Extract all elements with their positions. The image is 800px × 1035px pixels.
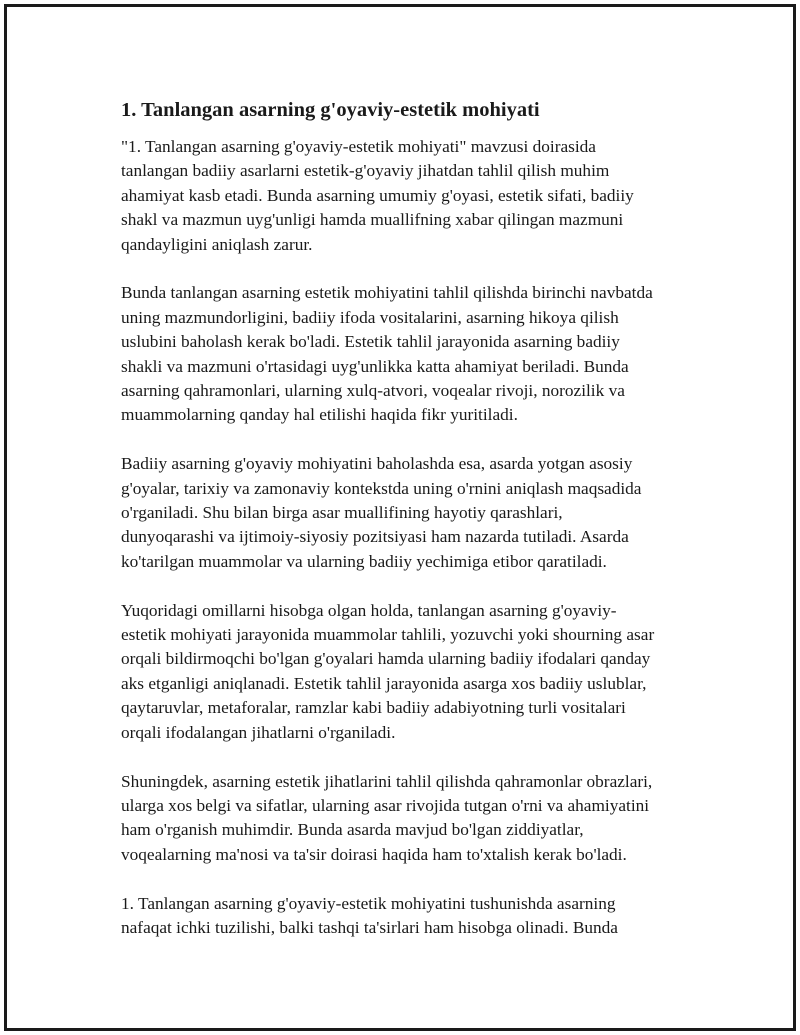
paragraph-6 [121,892,701,941]
text-line: ham o'rganish muhimdir. Bunda asarda mavjud bo'lgan ziddiyatlar, [121,820,584,840]
text-line: orqali bildirmoqchi bo'lgan g'oyalari hamda ularning badiiy ifodalari qanday [121,649,651,669]
text-line: tanlangan badiiy asarlarni estetik-g'oyaviy jihatdan tahlil qilish muhim [121,161,610,181]
document-title: 1. Tanlangan asarning g'oyaviy-estetik mohiyati [121,99,540,121]
document-page [4,4,796,1031]
text-line: uning mazmundorligini, badiiy ifoda vositalarini, asarning hikoya qilish [121,307,619,327]
text-line: ko'tarilgan muammolar va ularning badiiy yechimiga etibor qaratiladi. [121,551,607,571]
text-line: voqealarning ma'nosi va ta'sir doirasi haqida ham to'xtalish kerak bo'ladi. [121,844,627,864]
text-line: ularga xos belgi va sifatlar, ularning asar rivojida tutgan o'rni va ahamiyatini [121,795,650,815]
text-line: uslubini baholash kerak bo'ladi. Estetik tahlil jarayonida asarning badiiy [121,332,620,352]
text-line: shakli va mazmuni o'rtasidagi uyg'unlikka katta ahamiyat beriladi. Bunda [121,356,629,376]
text-line: aks etganligi aniqlanadi. Estetik tahlil jarayonida asarga xos badiiy uslublar, [121,673,647,693]
paragraph-4 [121,599,701,745]
paragraph-5 [121,770,701,868]
text-line: muammolarning qanday hal etilishi haqida fikr yuritiladi. [121,405,518,425]
text-line: qandayligini aniqlash zarur. [121,234,313,254]
text-line: shakl va mazmun uyg'unligi hamda muallifning xabar qilingan mazmuni [121,210,624,230]
text-line: estetik mohiyati jarayonida muammolar tahlili, yozuvchi yoki shourning asar [121,625,655,645]
text-line: nafaqat ichki tuzilishi, balki tashqi ta'sirlari ham hisobga olinadi. Bunda [121,917,618,937]
text-line: o'rganiladi. Shu bilan birga asar muallifining hayotiy qarashlari, [121,503,563,523]
text-line: Badiiy asarning g'oyaviy mohiyatini baholashda esa, asarda yotgan asosiy [121,454,633,474]
paragraph-2 [121,281,701,427]
text-line: Shuningdek, asarning estetik jihatlarini tahlil qilishda qahramonlar obrazlari, [121,771,653,791]
text-line: "1. Tanlangan asarning g'oyaviy-estetik mohiyati" mavzusi doirasida [121,137,596,156]
text-line: Yuqoridagi omillarni hisobga olgan holda, tanlangan asarning g'oyaviy- [121,600,617,620]
text-line: 1. Tanlangan asarning g'oyaviy-estetik mohiyatini tushunishda asarning [121,893,616,913]
paragraph-1 [121,135,701,257]
text-line: Bunda tanlangan asarning estetik mohiyatini tahlil qilishda birinchi navbatda [121,283,653,303]
text-line: ahamiyat kasb etadi. Bunda asarning umumiy g'oyasi, estetik sifati, badiiy [121,185,634,205]
text-line: g'oyalar, tarixiy va zamonaviy kontekstda uning o'rnini aniqlash maqsadida [121,478,642,498]
paragraph-3 [121,452,701,574]
text-line: qaytaruvlar, metaforalar, ramzlar kabi badiiy adabiyotning turli vositalari [121,698,626,718]
text-line: orqali ifodalangan jihatlarni o'rganiladi. [121,722,396,742]
text-line: asarning qahramonlari, ularning xulq-atvori, voqealar rivoji, norozilik va [121,381,625,401]
text-line: dunyoqarashi va ijtimoiy-siyosiy pozitsiyasi ham nazarda tutiladi. Asarda [121,527,629,547]
document-body [121,97,701,965]
